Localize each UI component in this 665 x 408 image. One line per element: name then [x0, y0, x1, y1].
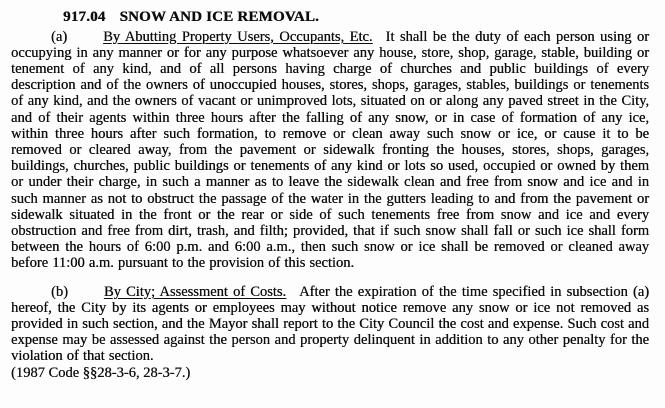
paragraph-b-label: (b) — [51, 283, 68, 300]
section-number: 917.04 — [63, 9, 106, 25]
section-title: SNOW AND ICE REMOVAL. — [119, 9, 319, 25]
code-paragraph-a — [11, 29, 649, 272]
paragraph-a-subheading: By Abutting Property Users, Occupants, Etc. — [103, 28, 373, 45]
code-citation: (1987 Code §§28-3-6, 28-3-7.) — [11, 364, 191, 381]
paragraph-b-subheading: By City; Assessment of Costs. — [103, 283, 287, 300]
section-heading — [63, 9, 649, 26]
paragraph-a-body: It shall be the duty of each person using or occupying in any manner or for any purpose whatsoever any house, store, shop, garage, stable, building or tenement of any kind, and of all persons having charge of churches and public buildings of every description and of the owners of unoccupied houses, stores, shops, garages, stables, buildings or tenements of any kind, and the owners of vacant or unimproved lots, situated on or along any paved street in the City, and of their agents within three hours after the falling of any snow, or in case of formation of any ice, within three hours after such formation, to remove or clean away such snow or ice, or cause it to be removed or cleared away, from the pavement or sidewalk fronting the houses, stores, shops, garages, buildings, churches, public buildings or tenements of any kind or lots so used, occupied or owned by them or under their charge, in such a manner as to leave the sidewalk clean and free from snow and ice and in such manner as not to obstruct the passage of the water in the gutters leading to and from the pavement or sidewalk situated in the front or the rear or side of such tenements free from snow and ice and every obstruction and free from dirt, trash, and filth; provided, that if such snow shall fall or such ice shall form between the hours of 6:00 p.m. and 6:00 a.m., then such snow or ice shall be removed or cleaned away before 11:00 a.m. pursuant to the provision of this section. — [11, 28, 649, 272]
paragraph-b-body: After the expiration of the time specified in subsection (a) hereof, the City by its agents or employees may without notice remove any snow or ice not removed as provided in such section, and the Mayor shall report to the City Council the cost and expense. Such cost and expense may be assessed against the person and property delinquent in addition to any other penalty for the violation of that section. — [11, 283, 649, 365]
paragraph-a-label: (a) — [51, 28, 68, 45]
code-paragraph-b — [11, 284, 649, 365]
